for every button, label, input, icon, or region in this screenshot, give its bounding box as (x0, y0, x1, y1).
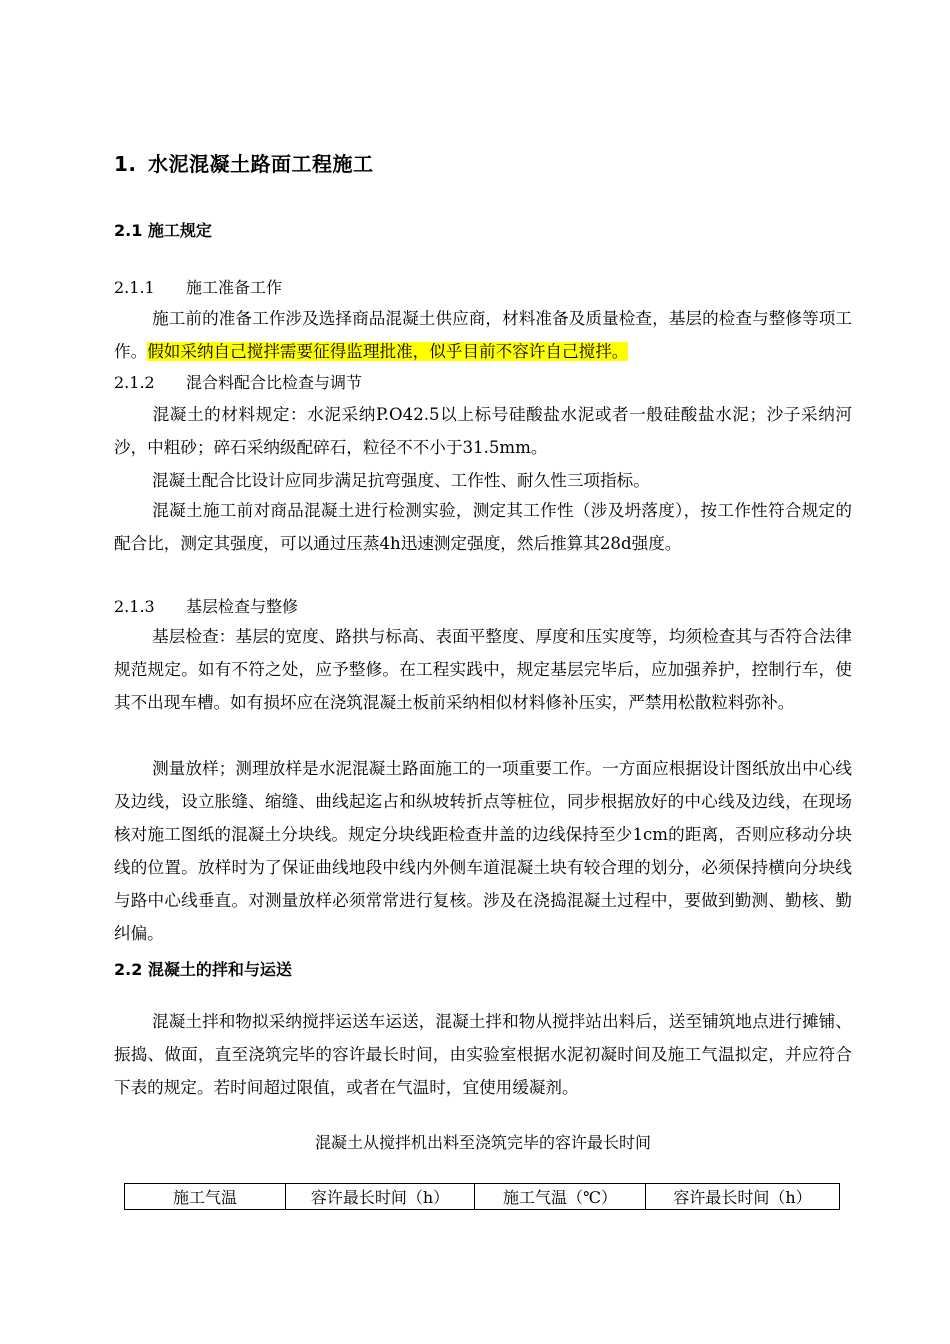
paragraph-text: 混凝土拌和物拟采纳搅拌运送车运送，混凝土拌和物从搅拌站出料后，送至铺筑地点进行摊铺、振捣、做面，直至浇筑完毕的容许最长时间，由实验室根据水泥初凝时间及施工气温拟定，并应符合下表的规定。若时间超过限值，或者在气温时，宜使用缓凝剂。 (114, 1012, 852, 1097)
paragraph-materials (114, 398, 852, 464)
paragraph-base-inspection (114, 620, 852, 719)
subsection-number: 2.1.2 (114, 373, 155, 392)
paragraph-text: 混凝土施工前对商品混凝土进行检测实验，测定其工作性（涉及坍落度），按工作性符合规定的配合比，测定其强度，可以通过压蒸4h迅速测定强度，然后推算其28d强度。 (114, 501, 852, 553)
section-2-2-heading: 2.2 混凝土的拌和与运送 (114, 960, 292, 979)
subsection-title: 基层检查与整修 (186, 597, 299, 616)
paragraph-preparation-text: 施工前的准备工作涉及选择商品混凝土供应商，材料准备及质量检查，基层的检查与整修等项工作。 (114, 309, 852, 361)
paragraph-surveying (114, 752, 852, 950)
table-header-row (125, 1184, 840, 1210)
heading-1-number: 1. (114, 152, 137, 176)
paragraph-mix-design (114, 464, 852, 497)
time-limit-table (124, 1183, 840, 1210)
paragraph-testing (114, 494, 852, 560)
subsection-title: 施工准备工作 (186, 278, 283, 297)
section-2-1-heading: 2.1 施工规定 (114, 221, 212, 240)
subsection-title: 混合料配合比检查与调节 (186, 373, 363, 392)
paragraph-text: 混凝土的材料规定：水泥采纳P.O42.5以上标号硅酸盐水泥或者一般硅酸盐水泥；沙子采纳河沙，中粗砂；碎石采纳级配碎石，粒径不不小于31.5mm。 (114, 405, 852, 457)
table-header-cell: 容许最长时间（h） (286, 1184, 475, 1210)
heading-1-title: 水泥混凝土路面工程施工 (148, 152, 374, 176)
table-header-cell: 施工气温（℃） (475, 1184, 646, 1210)
subsection-2-1-3-heading (114, 594, 298, 617)
heading-1 (114, 148, 374, 177)
subsection-number: 2.1.1 (114, 278, 155, 297)
paragraph-text: 测量放样；测理放样是水泥混凝土路面施工的一项重要工作。一方面应根据设计图纸放出中心线及边线，设立胀缝、缩缝、曲线起迄占和纵坡转折点等桩位，同步根据放好的中心线及边线，在现场核对施工图纸的混凝土分块线。规定分块线距检查井盖的边线保持至少1cm的距离，否则应移动分块线的位置。放样时为了保证曲线地段中线内外侧车道混凝土块有较合理的划分，必须保持横向分块线与路中心线垂直。对测量放样必须常常进行复核。涉及在浇捣混凝土过程中，要做到勤测、勤核、勤纠偏。 (114, 759, 852, 943)
table-header-cell: 施工气温 (125, 1184, 286, 1210)
paragraph-mixing-transport (114, 1005, 852, 1104)
subsection-number: 2.1.3 (114, 597, 155, 616)
table-header-cell: 容许最长时间（h） (646, 1184, 840, 1210)
paragraph-text: 基层检查：基层的宽度、路拱与标高、表面平整度、厚度和压实度等，均须检查其与否符合法律规范规定。如有不符之处，应予整修。在工程实践中，规定基层完毕后，应加强养护，控制行车，使其不出现车槽。如有损坏应在浇筑混凝土板前采纳相似材料修补压实，严禁用松散粒料弥补。 (114, 627, 852, 712)
paragraph-text: 混凝土配合比设计应同步满足抗弯强度、工作性、耐久性三项指标。 (152, 471, 650, 490)
table-caption: 混凝土从搅拌机出料至浇筑完毕的容许最长时间 (314, 1133, 651, 1152)
subsection-2-1-2-heading (114, 370, 362, 393)
paragraph-preparation (114, 302, 852, 368)
highlighted-note: 假如采纳自己搅拌需要征得监理批准，似乎目前不容许自己搅拌。 (147, 342, 629, 361)
subsection-2-1-1-heading (114, 275, 282, 298)
